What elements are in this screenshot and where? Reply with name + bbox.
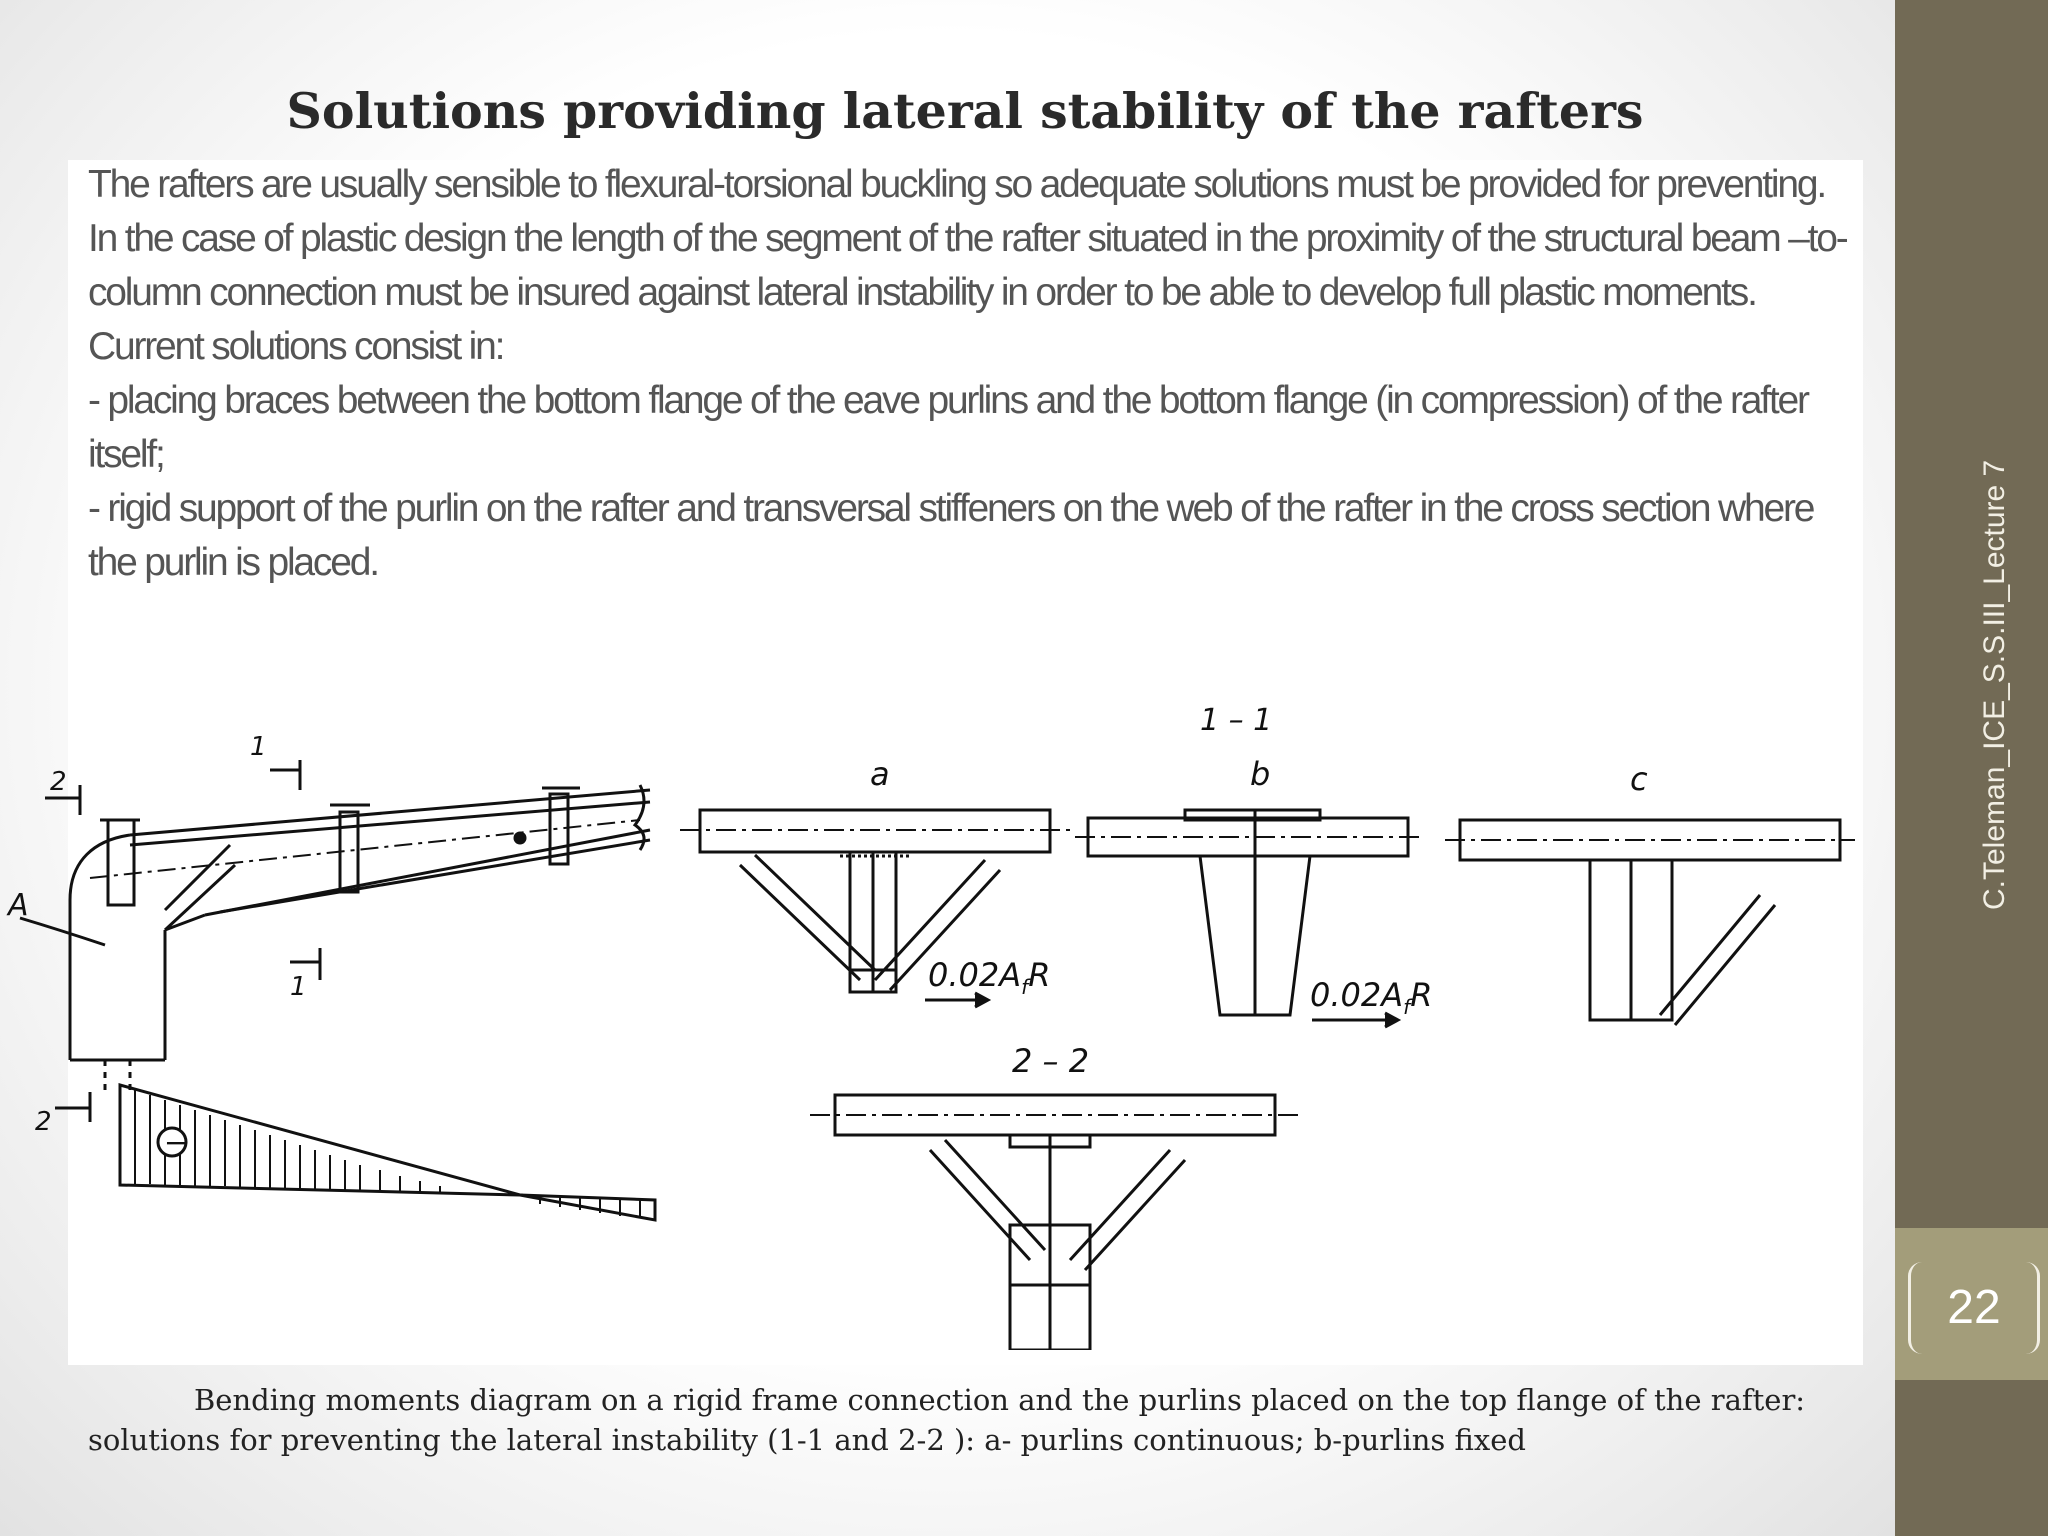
label-a: a bbox=[870, 755, 890, 793]
label-section-1-1: 1 – 1 bbox=[1200, 703, 1273, 738]
mark-a: A bbox=[8, 888, 29, 923]
frame-connection-drawing bbox=[20, 760, 650, 1122]
paragraph-intro: The rafters are usually sensible to flexural-torsional buckling so adequate solutions must be provided for preventing. In the case of plastic design the length of the segment of the rafter situated in the proximity of the structural beam –to-column connection must be insured against lateral instability in order to be able to develop full plastic moments. bbox=[88, 163, 1847, 314]
mark-1-bottom: 1 bbox=[290, 972, 307, 1002]
label-section-2-2: 2 – 2 bbox=[1012, 1042, 1090, 1080]
label-c: c bbox=[1630, 760, 1648, 798]
lecture-label: C.Teleman_ICE_S.S.III_Lecture 7 bbox=[1978, 459, 2011, 910]
bending-moment-diagram bbox=[120, 1085, 655, 1220]
slide-title: Solutions providing lateral stability of the rafters bbox=[286, 82, 1644, 140]
mark-2-top: 2 bbox=[50, 767, 67, 797]
page-number: 22 bbox=[1947, 1281, 2001, 1334]
rafter-stability-figure bbox=[0, 690, 1880, 1350]
label-force-b: $0.02A_fR$ bbox=[1310, 976, 1433, 1019]
label-b: b bbox=[1250, 755, 1271, 793]
caption-line-2: solutions for preventing the lateral instability (1-1 and 2-2 ): a- purlins continuous; b-purlins fixed bbox=[88, 1423, 1526, 1457]
mark-2-bottom: 2 bbox=[35, 1107, 52, 1137]
figure-caption bbox=[88, 1380, 1868, 1460]
paragraph-bracing: - placing braces between the bottom flange of the eave purlins and the bottom flange (in compression) of the rafter itself; bbox=[88, 379, 1808, 476]
paragraph-stiffeners: - rigid support of the purlin on the rafter and transversal stiffeners on the web of the rafter in the cross section where the purlin is placed. bbox=[88, 487, 1814, 584]
body-text bbox=[88, 158, 1848, 590]
caption-line-1: Bending moments diagram on a rigid frame connection and the purlins placed on the top flange of the rafter: bbox=[194, 1383, 1806, 1417]
section-c-drawing bbox=[1445, 820, 1855, 1025]
mark-1-top: 1 bbox=[250, 732, 267, 762]
minus-sign: − bbox=[164, 1126, 188, 1159]
section-2-2-drawing bbox=[810, 1095, 1300, 1350]
paragraph-solutions-heading: Current solutions consist in: bbox=[88, 325, 504, 368]
label-force-a: $0.02A_fR$ bbox=[928, 956, 1051, 999]
